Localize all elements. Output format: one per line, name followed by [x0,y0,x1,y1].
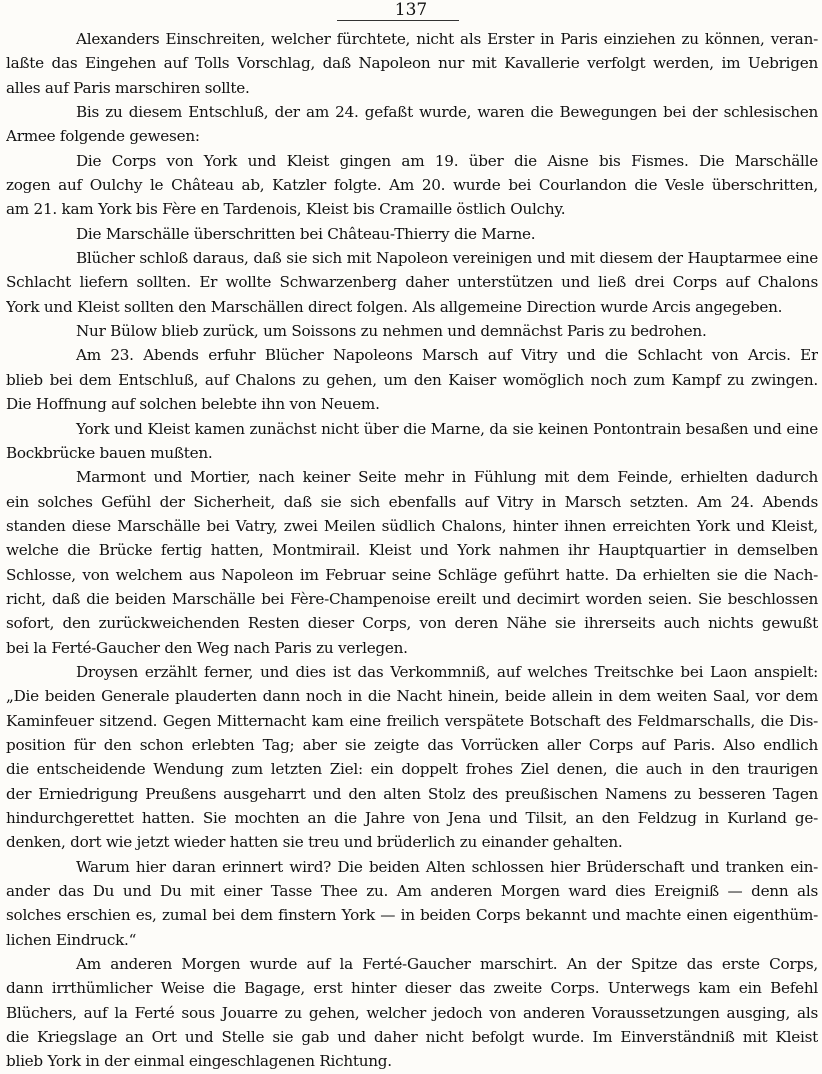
text-line: der Erniedrigung Preußens ausgeharrt und den alten Stolz des preußischen Namens zu besseren Tagen [6,784,818,803]
text-line: Marmont und Mortier, nach keiner Seite mehr in Fühlung mit dem Feinde, erhielten dadurch [76,468,818,487]
text-line: Warum hier daran erinnert wird? Die beiden Alten schlossen hier Brüderschaft und tranken ein- [76,857,818,876]
text-line: Bis zu diesem Entschluß, der am 24. gefaßt wurde, waren die Bewegungen bei der schlesischen [76,103,818,122]
text-line: Die Corps von York und Kleist gingen am 19. über die Aisne bis Fismes. Die Marschälle [76,151,818,170]
text-line: blieb York in der einmal eingeschlagenen Richtung. [6,1052,392,1071]
text-line: dann irrthümlicher Weise die Bagage, erst hinter dieser das zweite Corps. Unterwegs kam ein Befehl [6,979,818,998]
text-line: am 21. kam York bis Fère en Tardenois, Kleist bis Cramaille östlich Oulchy. [6,200,566,219]
text-line: Die Marschälle überschritten bei Château-Thierry die Marne. [76,224,536,243]
text-line: Blüchers, auf la Ferté sous Jouarre zu gehen, welcher jedoch von anderen Voraussetzungen ausging, als [6,1003,818,1022]
text-line: Armee folgende gewesen: [6,127,200,146]
text-line: Am anderen Morgen wurde auf la Ferté-Gaucher marschirt. An der Spitze das erste Corps, [76,955,818,974]
text-line: Schlosse, von welchem aus Napoleon im Februar seine Schläge geführt hatte. Da erhielten sie die Nach- [6,565,818,584]
text-line: blieb bei dem Entschluß, auf Chalons zu gehen, um den Kaiser womöglich noch zum Kampf zu zwingen. [6,370,818,389]
text-line: Bockbrücke bauen mußten. [6,443,213,462]
text-line: hindurchgerettet hatten. Sie mochten an die Jahre von Jena und Tilsit, an den Feldzug in Kurland ge- [6,809,818,827]
text-line: Blücher schloß daraus, daß sie sich mit Napoleon vereinigen und mit diesem der Hauptarmee eine [76,249,818,268]
header-rule [337,20,459,21]
text-line: ein solches Gefühl der Sicherheit, daß sie sich ebenfalls auf Vitry in Marsch setzten. Am 24. Abends [6,492,818,511]
text-line: die Kriegslage an Ort und Stelle sie gab und daher nicht befolgt wurde. Im Einverständniß mit Kleist [6,1028,818,1047]
text-line: zogen auf Oulchy le Château ab, Katzler folgte. Am 20. wurde bei Courlandon die Vesle überschritten, [6,176,818,195]
text-line: bei la Ferté-Gaucher den Weg nach Paris zu verlegen. [6,638,408,657]
text-line: laßte das Eingehen auf Tolls Vorschlag, daß Napoleon nur mit Kavallerie verfolgt werden, im Uebrigen [6,54,818,73]
text-line: die entscheidende Wendung zum letzten Ziel: ein doppelt frohes Ziel denen, die auch in den traurigen [6,760,818,779]
text-line: York und Kleist sollten den Marschällen direct folgen. Als allgemeine Direction wurde Arcis angegeben. [6,297,783,316]
page-number: 137 [394,0,428,20]
text-line: Schlacht liefern sollten. Er wollte Schwarzenberg daher unterstützen und ließ drei Corps auf Chalons [6,273,818,292]
text-line: standen diese Marschälle bei Vatry, zwei Meilen südlich Chalons, hinter ihnen erreichten York und Kleist, [6,516,818,535]
text-line: position für den schon erlebten Tag; aber sie zeigte das Vorrücken aller Corps auf Paris. Also endlich [6,735,818,754]
body-text [6,27,818,1074]
text-line: York und Kleist kamen zunächst nicht über die Marne, da sie keinen Pontontrain besaßen und eine [76,419,818,438]
text-line: solches erschien es, zumal bei dem finstern York — in beiden Corps bekannt und machte einen eigenthüm- [6,906,818,925]
text-line: alles auf Paris marschiren sollte. [6,78,250,97]
text-line: richt, daß die beiden Marschälle bei Fère-Champenoise ereilt und decimirt worden seien. Sie beschlossen [6,589,818,608]
text-line: Droysen erzählt ferner, und dies ist das Verkommniß, auf welches Treitschke bei Laon anspielt: [76,662,818,681]
text-line: Am 23. Abends erfuhr Blücher Napoleons Marsch auf Vitry und die Schlacht von Arcis. Er [76,346,818,365]
text-line: Die Hoffnung auf solchen belebte ihn von Neuem. [6,395,380,414]
text-line: ander das Du und Du mit einer Tasse Thee zu. Am anderen Morgen ward dies Ereigniß — denn als [6,882,818,901]
text-line: „Die beiden Generale plauderten dann noch in die Nacht hinein, beide allein in dem weiten Saal, vor dem [6,687,818,706]
text-line: denken, dort wie jetzt wieder hatten sie treu und brüderlich zu einander gehalten. [6,833,623,852]
text-line: Nur Bülow blieb zurück, um Soissons zu nehmen und demnächst Paris zu bedrohen. [76,322,707,341]
text-line: sofort, den zurückweichenden Resten dieser Corps, von deren Nähe sie ihrerseits auch nichts gewußt [6,614,818,633]
text-line: Kaminfeuer sitzend. Gegen Mitternacht kam eine freilich verspätete Botschaft des Feldmarschalls, die Dis- [6,711,818,730]
text-line: lichen Eindruck.“ [6,930,137,949]
text-line: welche die Brücke fertig hatten, Montmirail. Kleist und York nahmen ihr Hauptquartier in demselben [6,541,818,560]
text-line: Alexanders Einschreiten, welcher fürchtete, nicht als Erster in Paris einziehen zu können, veran- [76,30,818,48]
